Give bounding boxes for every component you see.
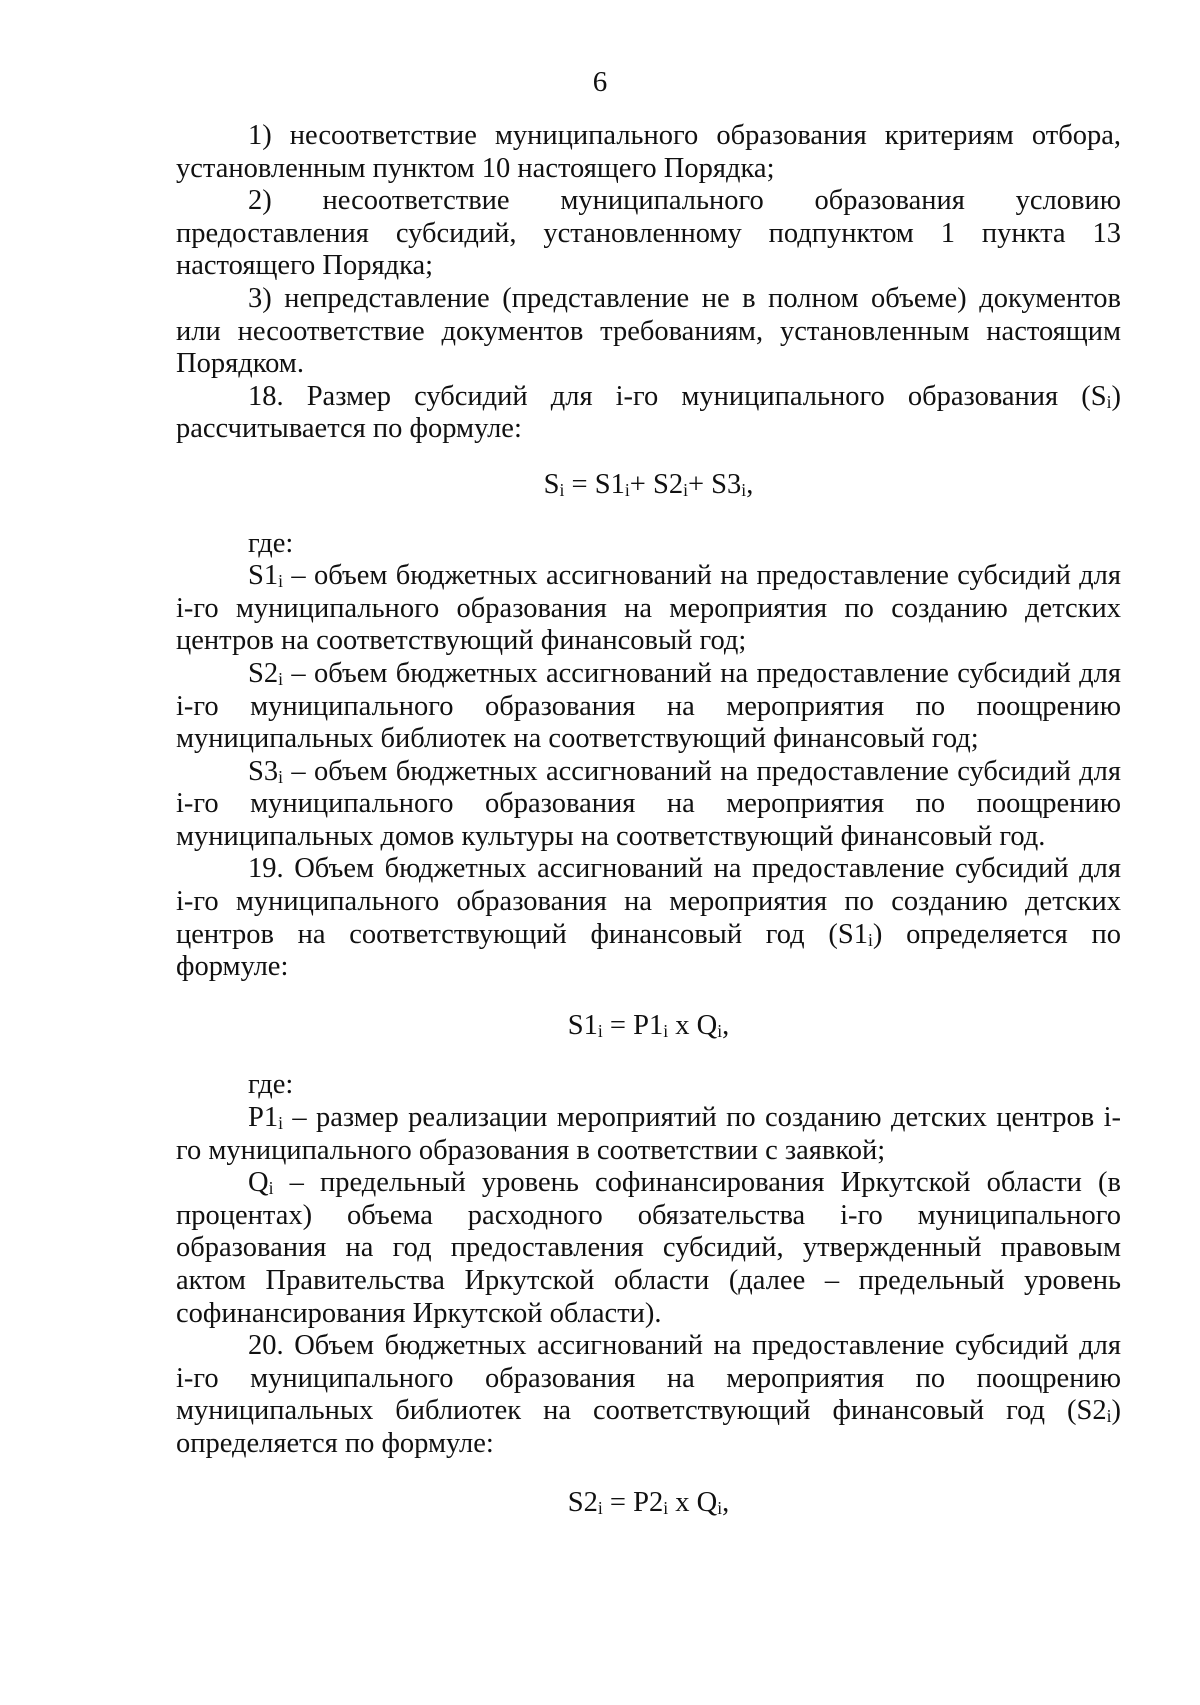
formula-s1: $S1_i = P1_i$ x $Q_i$, [567, 1009, 730, 1042]
list-item-1: 1) несоответствие муниципального образования критериям отбора, установленным пунктом 10 настоящего Порядка; [176, 120, 1121, 184]
formula-si: $S_i = S1_i+ S2_i+ S3_i$, [543, 468, 754, 501]
paragraph-19: 19. Объем бюджетных ассигнований на предоставление субсидий для i-го муниципального образования на мероприятия по созданию детских центров на соответствующий финансовый год $(S1_i)$ определяется по формуле: [176, 853, 1121, 983]
list-item-2: 2) несоответствие муниципального образования условию предоставления субсидий, установленному подпунктом 1 пункта 13 настоящего Порядка; [176, 185, 1121, 282]
list-item-3: 3) непредставление (представление не в полном объеме) документов или несоответствие документов требованиям, установленным настоящим Порядком. [176, 282, 1121, 380]
definition-s2: $S2_i$ – объем бюджетных ассигнований на предоставление субсидий для i-го муниципального образования на мероприятия по поощрению муниципальных библиотек на соответствующий финансовый год; [176, 657, 1121, 755]
definition-s1: $S1_i$ – объем бюджетных ассигнований на предоставление субсидий для i-го муниципального образования на мероприятия по созданию детских центров на соответствующий финансовый год; [176, 560, 1121, 657]
formula-s2: $S2_i = P2_i$ x $Q_i$, [567, 1486, 730, 1518]
definition-s3: $S3_i$ – объем бюджетных ассигнований на предоставление субсидий для i-го муниципального образования на мероприятия по поощрению муниципальных домов культуры на соответствующий финансовый год. [176, 755, 1121, 852]
definition-p1: $P1_i$ – размер реализации мероприятий по созданию детских центров i-го муниципального образования в соответствии с заявкой; [176, 1102, 1121, 1166]
document-body [176, 120, 1121, 1519]
where-label-2: где: [248, 1069, 294, 1101]
definition-q: $Q_i$ – предельный уровень софинансирования Иркутской области (в процентах) объема расходного обязательства i-го муниципального образования на год предоставления субсидий, утвержденный правовым актом Правительства Иркутской области (далее – предельный уровень софинансирования Иркутской области). [176, 1167, 1121, 1329]
paragraph-20: 20. Объем бюджетных ассигнований на предоставление субсидий для i-го муниципального образования на мероприятия по поощрению муниципальных библиотек на соответствующий финансовый год $(S2_i)$ определяется по формуле: [176, 1330, 1121, 1459]
page-number: 6 [592, 66, 608, 98]
where-label: где: [248, 527, 294, 559]
paragraph-18: 18. Размер субсидий для i-го муниципального образования $(S_i)$ рассчитывается по формуле: [176, 380, 1121, 445]
